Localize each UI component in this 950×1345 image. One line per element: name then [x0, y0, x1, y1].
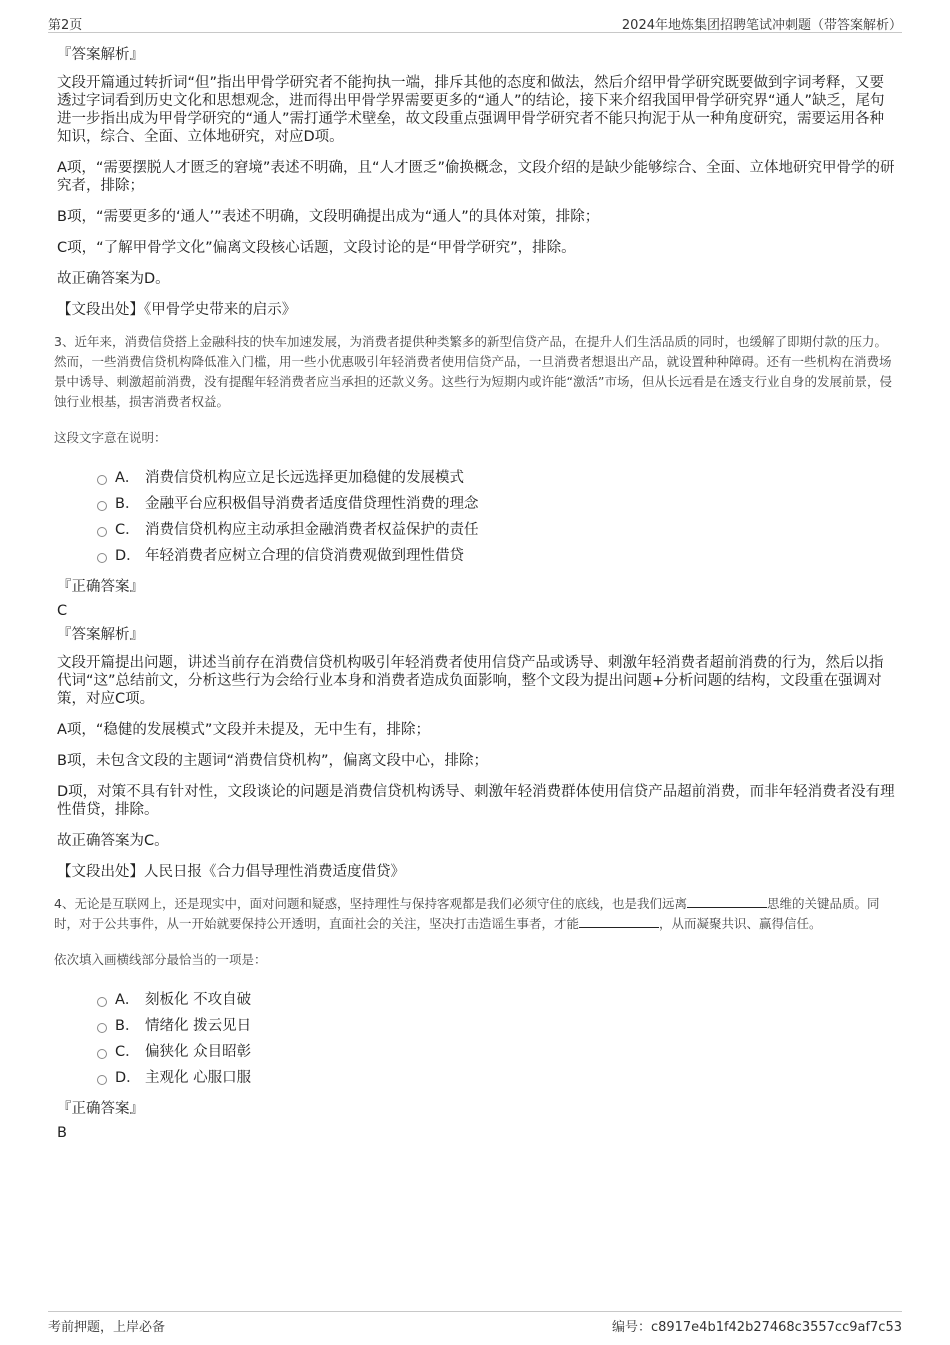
radio-button-icon[interactable] — [97, 1075, 107, 1085]
option-c[interactable] — [97, 518, 897, 544]
document-code: 编号：c8917e4b1f42b27468c3557cc9af7c53 — [611, 1320, 902, 1335]
radio-button-icon[interactable] — [97, 475, 107, 485]
option-letter: C． — [115, 522, 140, 538]
analysis-conclusion: 故正确答案为D。 — [57, 271, 170, 287]
question-4-text — [54, 894, 897, 934]
question-4-prompt: 依次填入画横线部分最恰当的一项是： — [54, 952, 267, 967]
analysis-option-a: A项，“稳健的发展模式”文段并未提及，无中生有，排除； — [57, 722, 430, 738]
analysis-conclusion: 故正确答案为C。 — [57, 833, 169, 849]
option-d[interactable] — [97, 544, 897, 570]
option-text: 消费信贷机构应立足长远选择更加稳健的发展模式 — [145, 470, 464, 486]
option-text: 刻板化 不攻自破 — [145, 992, 252, 1008]
option-a[interactable] — [97, 466, 897, 492]
radio-button-icon[interactable] — [97, 1023, 107, 1033]
option-text: 消费信贷机构应主动承担金融消费者权益保护的责任 — [145, 522, 479, 538]
option-b[interactable] — [97, 492, 897, 518]
question-4-part3: ，从而凝聚共识、赢得信任。 — [659, 916, 822, 931]
document-title: 2024年地炼集团招聘笔试冲刺题（带答案解析） — [621, 18, 902, 33]
analysis-option-a: A项，“需要摆脱人才匮乏的窘境”表述不明确，且“人才匮乏”偷换概念，文段介绍的是缺少能够综合、全面、立体地研究甲骨学的研究者，排除； — [57, 160, 895, 194]
correct-answer: C — [57, 603, 68, 619]
correct-answer-label: 『正确答案』 — [57, 579, 144, 595]
radio-button-icon[interactable] — [97, 501, 107, 511]
radio-button-icon[interactable] — [97, 553, 107, 563]
question-4-part1: 4、无论是互联网上，还是现实中，面对问题和疑惑，坚持理性与保持客观都是我们必须守住的底线，也是我们远离 — [54, 896, 687, 911]
question-3-prompt: 这段文字意在说明： — [54, 430, 167, 445]
analysis-label: 『答案解析』 — [57, 627, 144, 643]
radio-button-icon[interactable] — [97, 527, 107, 537]
option-c[interactable] — [97, 1040, 897, 1066]
question-4-part2: 思维的关键品质。同时，对于公共事件，从一开始就要保持公开透明，直面社会的关注，坚决打击造谣生事者，才能 — [54, 896, 880, 931]
option-b[interactable] — [97, 1014, 897, 1040]
option-d[interactable] — [97, 1066, 897, 1092]
page-footer — [48, 1311, 902, 1336]
analysis-option-b: B项，未包含文段的主题词“消费信贷机构”，偏离文段中心，排除； — [57, 753, 488, 769]
option-text: 年轻消费者应树立合理的信贷消费观做到理性借贷 — [145, 548, 464, 564]
analysis-source: 【文段出处】《甲骨学史带来的启示》 — [57, 302, 297, 318]
option-text: 偏狭化 众目昭彰 — [145, 1044, 252, 1060]
option-text: 主观化 心服口服 — [145, 1070, 252, 1086]
radio-button-icon[interactable] — [97, 997, 107, 1007]
radio-button-icon[interactable] — [97, 1049, 107, 1059]
analysis-paragraph: 文段开篇提出问题，讲述当前存在消费信贷机构吸引年轻消费者使用信贷产品或诱导、刺激年轻消费者超前消费的行为，然后以指代词“这”总结前文，分析这些行为会给行业本身和消费者造成负面影响，整个文段为提出问题+分析问题的结构，文段重在强调对策，对应C项。 — [57, 655, 884, 707]
page-header — [48, 12, 902, 33]
question-4-options — [97, 988, 897, 1092]
option-letter: A． — [115, 992, 140, 1008]
fill-blank-2 — [579, 915, 659, 928]
option-letter: B． — [115, 496, 140, 512]
option-letter: D． — [115, 548, 141, 564]
question-3-text: 3、近年来，消费信贷搭上金融科技的快车加速发展，为消费者提供种类繁多的新型信贷产品，在提升人们生活品质的同时，也缓解了即期付款的压力。然而，一些消费信贷机构降低准入门槛，用一些小优惠吸引年轻消费者使用信贷产品，一旦消费者想退出产品，就设置种种障碍。还有一些机构在消费场景中诱导、刺激超前消费，没有提醒年轻消费者应当承担的还款义务。这些行为短期内或许能“激活”市场，但从长远看是在透支行业自身的发展前景，侵蚀行业根基，损害消费者权益。 — [54, 334, 892, 409]
analysis-option-c: C项，“了解甲骨学文化”偏离文段核心话题，文段讨论的是“甲骨学研究”，排除。 — [57, 240, 576, 256]
correct-answer: B — [57, 1125, 67, 1141]
page-number: 第2页 — [48, 18, 83, 33]
option-a[interactable] — [97, 988, 897, 1014]
analysis-source: 【文段出处】人民日报《合力倡导理性消费适度借贷》 — [57, 864, 405, 880]
main-content — [54, 46, 897, 1148]
analysis-paragraph: 文段开篇通过转折词“但”指出甲骨学研究者不能拘执一端，排斥其他的态度和做法，然后介绍甲骨学研究既要做到字词考释，又要透过字词看到历史文化和思想观念，进而得出甲骨学界需要更多的“通人”的结论，接下来介绍我国甲骨学研究界“通人”缺乏，尾句进一步指出成为甲骨学研究的“通人”需打通学术壁垒，故文段重点强调甲骨学研究者不能只拘泥于从一种角度研究，需要运用各种知识，综合、全面、立体地研究，对应D项。 — [57, 75, 885, 145]
option-letter: A． — [115, 470, 140, 486]
fill-blank-1 — [687, 895, 767, 908]
footer-slogan: 考前押题，上岸必备 — [48, 1320, 166, 1335]
analysis-option-b: B项，“需要更多的‘通人’”表述不明确，文段明确提出成为“通人”的具体对策，排除； — [57, 209, 600, 225]
analysis-option-d: D项，对策不具有针对性，文段谈论的问题是消费信贷机构诱导、刺激年轻消费群体使用信贷产品超前消费，而非年轻消费者没有理性借贷，排除。 — [57, 784, 895, 818]
analysis-label: 『答案解析』 — [57, 47, 144, 63]
question-3-options — [97, 466, 897, 570]
option-letter: D． — [115, 1070, 141, 1086]
option-text: 情绪化 拨云见日 — [145, 1018, 252, 1034]
option-text: 金融平台应积极倡导消费者适度借贷理性消费的理念 — [145, 496, 479, 512]
correct-answer-label: 『正确答案』 — [57, 1101, 144, 1117]
option-letter: C． — [115, 1044, 140, 1060]
option-letter: B． — [115, 1018, 140, 1034]
